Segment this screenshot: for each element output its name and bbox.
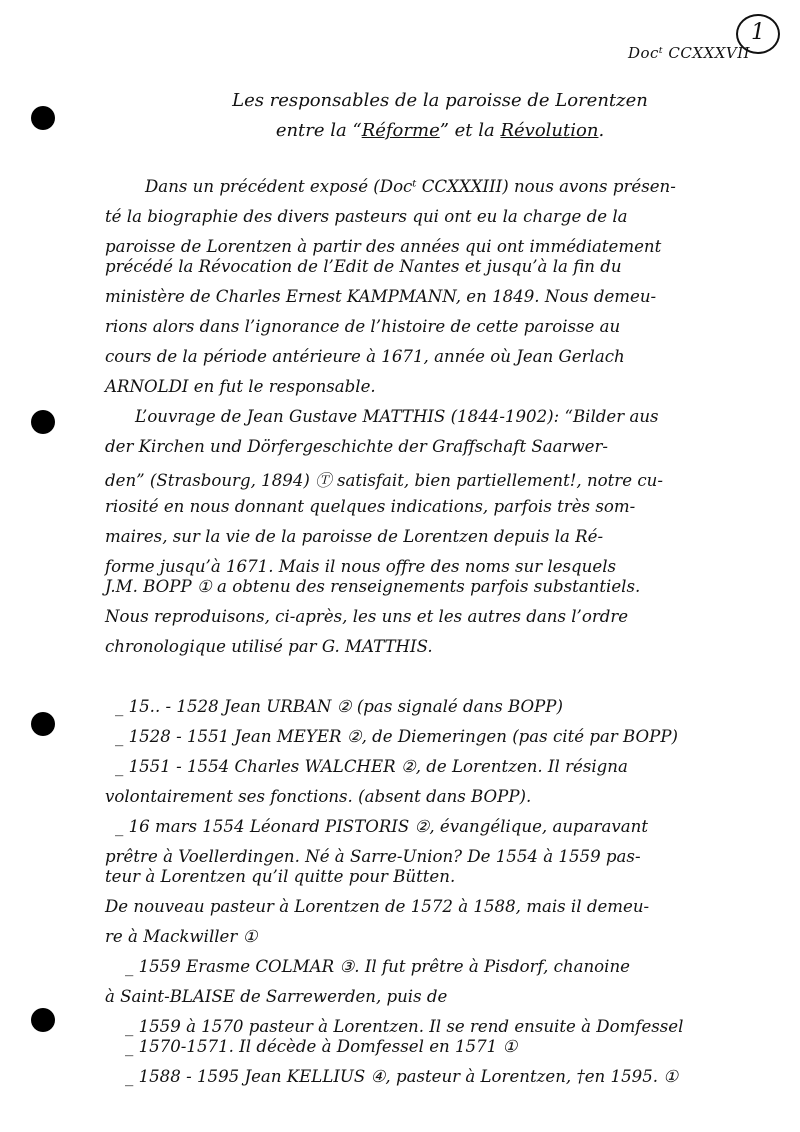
body-line: cours de la période antérieure à 1671, année où Jean Gerlach [105, 347, 625, 366]
body-line: Dans un précédent exposé (Docᵗ CCXXXIII) nous avons présen- [145, 177, 676, 196]
body-line: chronologique utilisé par G. MATTHIS. [105, 637, 433, 656]
list-item: _ 16 mars 1554 Léonard PISTORIS ②, évangélique, auparavant [115, 817, 648, 836]
body-line: té la biographie des divers pasteurs qui ont eu la charge de la [105, 207, 628, 226]
list-item: _ 1551 - 1554 Charles WALCHER ②, de Lorentzen. Il résigna [115, 757, 628, 776]
body-line: J.M. BOPP ① a obtenu des renseignements parfois substantiels. [105, 577, 641, 596]
list-item: à Saint-BLAISE de Sarrewerden, puis de [105, 987, 448, 1006]
list-item: _ 1559 Erasme COLMAR ③. Il fut prêtre à Pisdorf, chanoine [125, 957, 630, 976]
body-line: riosité en nous donnant quelques indications, parfois très som- [105, 497, 636, 516]
list-item: _ 1528 - 1551 Jean MEYER ②, de Diemeringen (pas cité par BOPP) [115, 727, 678, 746]
list-item: _ 1588 - 1595 Jean KELLIUS ④, pasteur à Lorentzen, †en 1595. ① [125, 1067, 679, 1086]
punch-hole [31, 410, 55, 434]
list-item: _ 1570-1571. Il décède à Domfessel en 1571 ① [125, 1037, 518, 1056]
body-line: forme jusqu’à 1671. Mais il nous offre des noms sur lesquels [105, 557, 617, 576]
body-line: ARNOLDI en fut le responsable. [105, 377, 376, 396]
list-item: re à Mackwiller ① [105, 927, 258, 946]
body-line: paroisse de Lorentzen à partir des années qui ont immédiatement [105, 237, 662, 256]
body-line: Nous reproduisons, ci-après, les uns et les autres dans l’ordre [105, 607, 629, 626]
list-item: prêtre à Voellerdingen. Né à Sarre-Union? De 1554 à 1559 pas- [105, 847, 641, 866]
body-line: ministère de Charles Ernest KAMPMANN, en 1849. Nous demeu- [105, 287, 657, 306]
list-item: _ 1559 à 1570 pasteur à Lorentzen. Il se rend ensuite à Domfessel [125, 1017, 684, 1036]
body-line: maires, sur la vie de la paroisse de Lorentzen depuis la Ré- [105, 527, 604, 546]
body-line: L’ouvrage de Jean Gustave MATTHIS (1844-1902): “Bilder aus [135, 407, 659, 426]
punch-hole [31, 106, 55, 130]
body-line: précédé la Révocation de l’Edit de Nantes et jusqu’à la fin du [105, 257, 622, 276]
title-line-2: entre la “Réforme” et la Révolution. [275, 120, 605, 141]
body-line: rions alors dans l’ignorance de l’histoire de cette paroisse au [105, 317, 621, 336]
document-reference: Docᵗ CCXXXVII [628, 44, 751, 62]
list-item: volontairement ses fonctions. (absent dans BOPP). [105, 787, 532, 806]
list-item: _ 15.. - 1528 Jean URBAN ② (pas signalé dans BOPP) [115, 697, 563, 716]
punch-hole [31, 1008, 55, 1032]
page-number: 1 [736, 14, 780, 54]
body-line: den” (Strasbourg, 1894) Ⓣ satisfait, bien partiellement!, notre cu- [105, 471, 663, 490]
title-line-1: Les responsables de la paroisse de Lorentzen [232, 90, 648, 111]
punch-hole [31, 712, 55, 736]
body-line: der Kirchen und Dörfergeschichte der Graffschaft Saarwer- [105, 437, 609, 456]
list-item: De nouveau pasteur à Lorentzen de 1572 à 1588, mais il demeu- [105, 897, 650, 916]
list-item: teur à Lorentzen qu’il quitte pour Bütten. [105, 867, 456, 886]
